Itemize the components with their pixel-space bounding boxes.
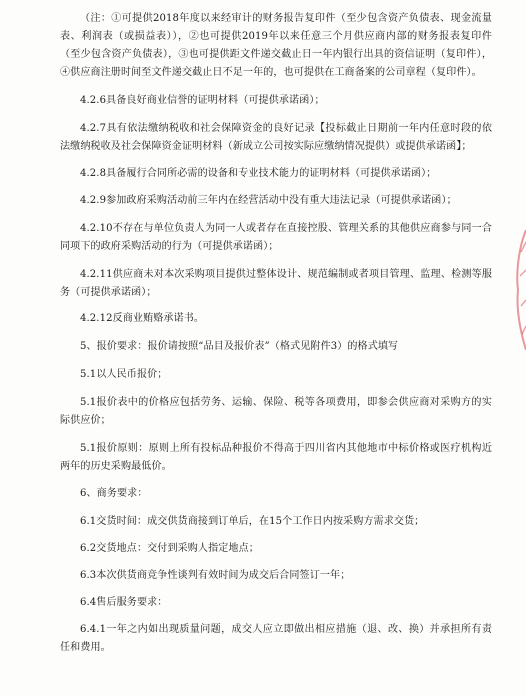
section-6-business-requirements: 6、商务要求： <box>80 488 148 499</box>
clause-5-1-price-principle: 5.1报价原则：原则上所有投标品种报价不得高于四川省内其他地市中标价格或医疗机构近两年的历史采购最低价。 <box>60 443 492 473</box>
financial-note-paragraph: （注：①可提供2018年度以来经审计的财务报告复印件（至少包含资产负债表、现金流量表、利润表（或损益表）），②也可提供2019年以来任意三个月供应商内部的财务报表复印件（至少包含资产负债表），③也可提供距文件递交截止日一年内银行出具的资信证明（复印件），④供应商注册时间至文件递交截止日不足一年的，也可提供在工商备案的公司章程（复印件）。 <box>60 13 492 79</box>
clause-4-2-12: 4.2.12反商业贿赂承诺书。 <box>80 313 205 324</box>
clause-6-4-1-quality: 6.4.1一年之内如出现质量问题，成交人应立即做出相应措施（退、改、换）并承担所有责任和费用。 <box>60 624 492 654</box>
red-seal-edge-icon <box>512 230 526 350</box>
clause-4-2-8: 4.2.8具备履行合同所必需的设备和专业技术能力的证明材料（可提供承诺函）； <box>80 168 437 179</box>
clause-6-4-after-sales: 6.4售后服务要求： <box>80 597 168 608</box>
clause-6-3-validity: 6.3本次供货商竞争性谈判有效时间为成交后合同签订一年； <box>80 570 351 581</box>
clause-4-2-6: 4.2.6具备良好商业信誉的证明材料（可提供承诺函）； <box>80 95 325 106</box>
clause-5-1-currency: 5.1以人民币报价； <box>80 369 168 380</box>
clause-4-2-7: 4.2.7具有依法缴纳税收和社会保障资金的良好记录【投标截止日期前一年内任意时段的依法缴纳税收及社会保障资金证明材料（新成立公司按实际应缴纳情况提供）或提供承诺函】； <box>60 123 492 153</box>
clause-4-2-9: 4.2.9参加政府采购活动前三年内在经营活动中没有重大违法记录（可提供承诺函）； <box>80 195 457 206</box>
clause-6-2-delivery-location: 6.2交货地点：交付到采购人指定地点； <box>80 543 259 554</box>
clause-4-2-10: 4.2.10不存在与单位负责人为同一人或者存在直接控股、管理关系的其他供应商参与同一合同项下的政府采购活动的行为（可提供承诺函）； <box>60 223 492 253</box>
section-5-quotation-requirements: 5、报价要求：报价请按照“品目及报价表”（格式见附件3）的格式填写 <box>80 341 399 352</box>
clause-6-1-delivery-time: 6.1交货时间：成交供货商接到订单后，在15个工作日内按采购方需求交货； <box>80 516 425 527</box>
clause-4-2-11: 4.2.11供应商未对本次采购项目提供过整体设计、规范编制或者项目管理、监理、检测等服务（可提供承诺函）； <box>60 269 492 299</box>
clause-5-1-price-scope: 5.1报价表中的价格应包括劳务、运输、保险、税等各项费用，即参会供应商对采购方的实际供应价； <box>60 397 492 427</box>
